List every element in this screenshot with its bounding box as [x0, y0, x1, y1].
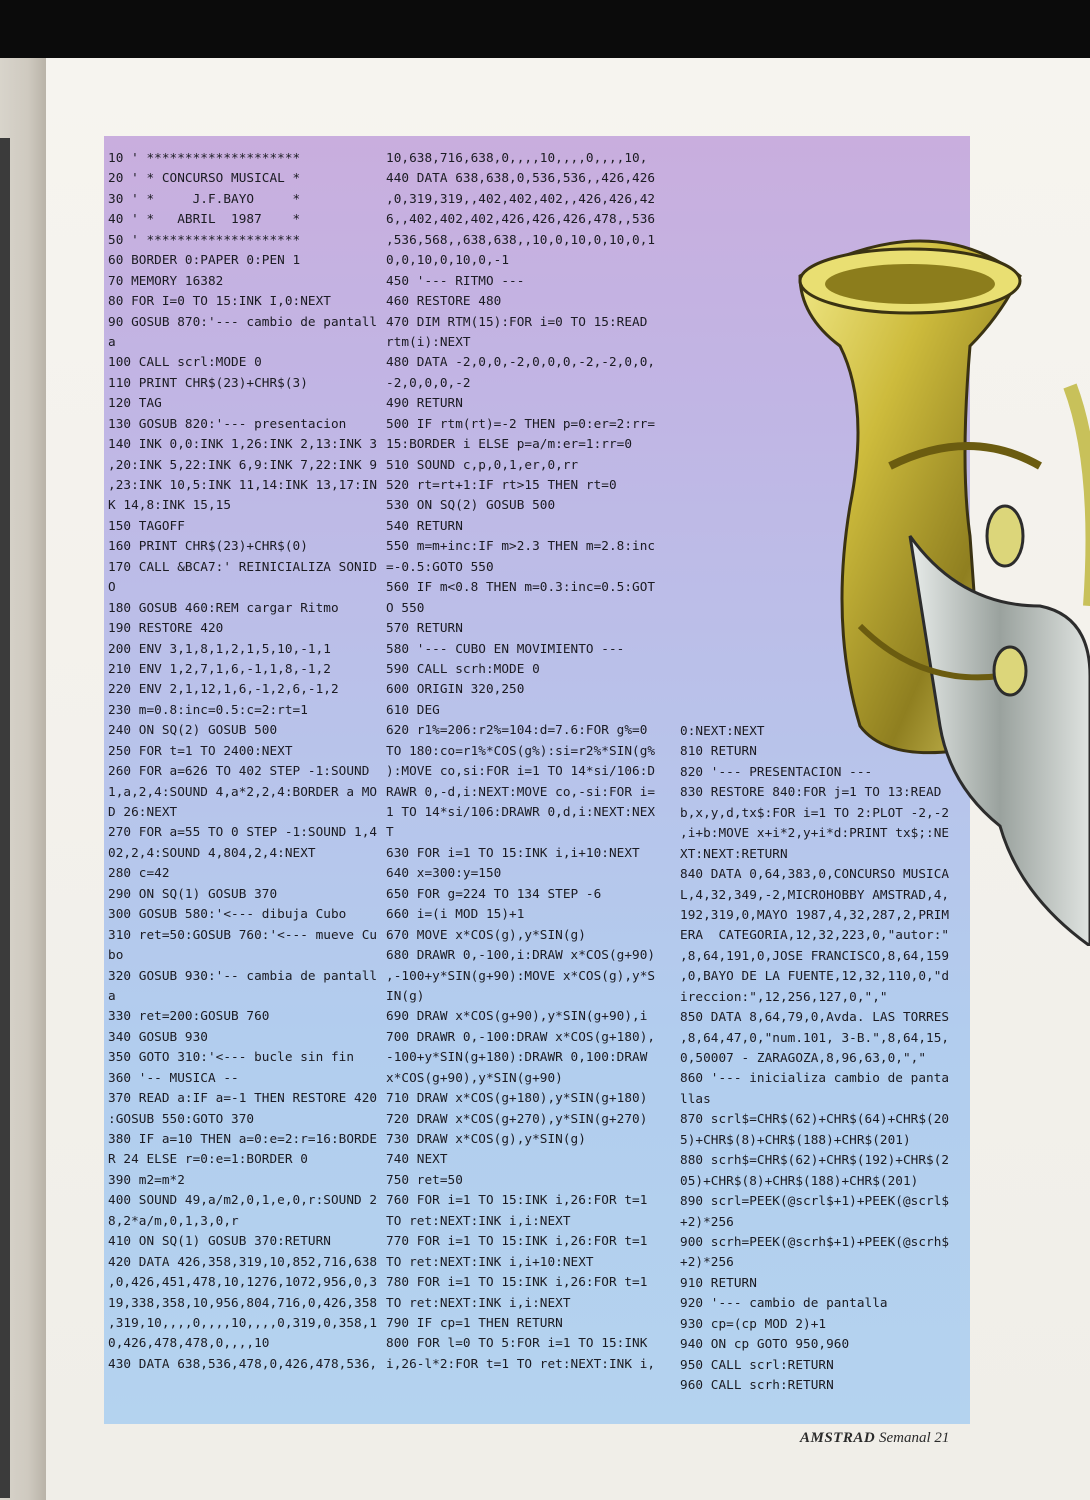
code-line: 190 RESTORE 420 — [108, 620, 224, 636]
code-line: 0,426,478,478,0,,,,10 — [108, 1335, 270, 1351]
code-line: 240 ON SQ(2) GOSUB 500 — [108, 722, 278, 738]
code-line: 150 TAGOFF — [108, 517, 185, 533]
code-line: 890 scrl=PEEK(@scrl$+1)+PEEK(@scrl$ — [680, 1193, 950, 1209]
code-line: 470 DIM RTM(15):FOR i=0 TO 15:READ — [386, 313, 648, 329]
code-line: x*COS(g+90),y*SIN(g+90) — [386, 1069, 563, 1085]
code-line: 140 INK 0,0:INK 1,26:INK 2,13:INK 3 — [108, 436, 378, 452]
code-line: 5)+CHR$(8)+CHR$(188)+CHR$(201) — [680, 1131, 911, 1147]
code-line: 210 ENV 1,2,7,1,6,-1,1,8,-1,2 — [108, 660, 331, 676]
code-line: 610 DEG — [386, 701, 440, 717]
code-line: 20 ' * CONCURSO MUSICAL * — [108, 170, 301, 186]
code-line: 0,50007 - ZARAGOZA,8,96,63,0,"," — [680, 1050, 927, 1065]
code-line: 680 DRAWR 0,-100,i:DRAW x*COS(g+90) — [386, 947, 656, 963]
code-line: 940 ON cp GOTO 950,960 — [680, 1336, 850, 1352]
code-line: 800 FOR l=0 TO 5:FOR i=1 TO 15:INK — [386, 1335, 648, 1351]
code-line: 620 r1%=206:r2%=104:d=7.6:FOR g%=0 — [386, 722, 648, 738]
code-line: 790 IF cp=1 THEN RETURN — [386, 1314, 563, 1330]
tuba-illustration — [770, 206, 1090, 946]
code-line: 570 RETURN — [386, 620, 463, 636]
code-line: 690 DRAW x*COS(g+90),y*SIN(g+90),i — [386, 1008, 648, 1024]
code-line: 410 ON SQ(1) GOSUB 370:RETURN — [108, 1233, 331, 1249]
code-line: 320 GOSUB 930:'-- cambia de pantall — [108, 967, 378, 983]
code-line: 220 ENV 2,1,12,1,6,-1,2,6,-1,2 — [108, 681, 339, 697]
listing-column-2 — [386, 148, 655, 1374]
code-line: i,26-l*2:FOR t=1 TO ret:NEXT:INK i, — [386, 1355, 656, 1371]
code-line: 510 SOUND c,p,0,1,er,0,rr — [386, 456, 579, 472]
code-line: 920 '--- cambio de pantalla — [680, 1295, 888, 1311]
code-line: 700 DRAWR 0,-100:DRAW x*COS(g+180), — [386, 1028, 656, 1044]
code-line: 670 MOVE x*COS(g),y*SIN(g) — [386, 926, 586, 942]
code-line: 170 CALL &BCA7:' REINICIALIZA SONID — [108, 558, 378, 574]
code-line: 192,319,0,MAYO 1987,4,32,287,2,PRIM — [680, 906, 950, 922]
code-line: 480 DATA -2,0,0,-2,0,0,0,-2,-2,0,0, — [386, 354, 656, 370]
code-line: 370 READ a:IF a=-1 THEN RESTORE 420 — [108, 1090, 378, 1106]
code-line: 330 ret=200:GOSUB 760 — [108, 1008, 270, 1024]
code-line: IN(g) — [386, 987, 425, 1003]
code-line: 110 PRINT CHR$(23)+CHR$(3) — [108, 374, 308, 390]
code-line: 930 cp=(cp MOD 2)+1 — [680, 1315, 827, 1331]
code-line: 720 DRAW x*COS(g+270),y*SIN(g+270) — [386, 1110, 648, 1126]
code-line: O 550 — [386, 599, 425, 615]
code-line: 80 FOR I=0 TO 15:INK I,0:NEXT — [108, 293, 331, 309]
code-line: ,23:INK 10,5:INK 11,14:INK 13,17:IN — [108, 477, 378, 492]
code-line: RAWR 0,-d,i:NEXT:MOVE co,-si:FOR i= — [386, 783, 656, 799]
code-line: 50 ' ******************** — [108, 231, 301, 247]
code-line: :GOSUB 550:GOTO 370 — [108, 1110, 255, 1126]
code-line: 1,a,2,4:SOUND 4,a*2,2,4:BORDER a MO — [108, 783, 378, 799]
code-line: bo — [108, 947, 124, 963]
code-line: 640 x=300:y=150 — [386, 865, 502, 881]
code-line: ireccion:",12,256,127,0,"," — [680, 988, 888, 1004]
code-line: O — [108, 579, 116, 595]
code-line: L,4,32,349,-2,MICROHOBBY AMSTRAD,4, — [680, 886, 950, 902]
code-line: 860 '--- inicializa cambio de panta — [680, 1070, 950, 1086]
code-line: 360 '-- MUSICA -- — [108, 1069, 239, 1085]
code-line: 780 FOR i=1 TO 15:INK i,26:FOR t=1 — [386, 1274, 648, 1290]
code-line: ,20:INK 5,22:INK 6,9:INK 7,22:INK 9 — [108, 456, 378, 472]
code-line: 500 IF rtm(rt)=-2 THEN p=0:er=2:rr= — [386, 415, 656, 431]
code-line: TO 180:co=r1%*COS(g%):si=r2%*SIN(g% — [386, 742, 656, 758]
code-line: 600 ORIGIN 320,250 — [386, 681, 525, 697]
code-line: 260 FOR a=626 TO 402 STEP -1:SOUND — [108, 763, 370, 779]
code-line: 760 FOR i=1 TO 15:INK i,26:FOR t=1 — [386, 1192, 648, 1208]
code-line: ,8,64,191,0,JOSE FRANCISCO,8,64,159 — [680, 947, 950, 963]
code-line: 850 DATA 8,64,79,0,Avda. LAS TORRES — [680, 1009, 950, 1025]
code-line: 400 SOUND 49,a/m2,0,1,e,0,r:SOUND 2 — [108, 1192, 378, 1208]
code-line: 710 DRAW x*COS(g+180),y*SIN(g+180) — [386, 1090, 648, 1106]
code-line: =-0.5:GOTO 550 — [386, 558, 494, 574]
code-line: ERA CATEGORIA,12,32,223,0,"autor:" — [680, 927, 950, 943]
code-line: 300 GOSUB 580:'<--- dibuja Cubo — [108, 906, 347, 922]
code-line: 230 m=0.8:inc=0.5:c=2:rt=1 — [108, 701, 308, 717]
code-line: 550 m=m+inc:IF m>2.3 THEN m=2.8:inc — [386, 538, 656, 554]
code-line: ,0,BAYO DE LA FUENTE,12,32,110,0,"d — [680, 968, 950, 984]
code-line: 770 FOR i=1 TO 15:INK i,26:FOR t=1 — [386, 1233, 648, 1249]
code-line: K 14,8:INK 15,15 — [108, 497, 232, 513]
code-line: ,0,426,451,478,10,1276,1072,956,0,3 — [108, 1274, 378, 1290]
code-line: TO ret:NEXT:INK i,i+10:NEXT — [386, 1253, 594, 1269]
code-line: 910 RETURN — [680, 1274, 757, 1290]
page-footer — [800, 1430, 949, 1447]
code-line: 340 GOSUB 930 — [108, 1028, 208, 1044]
facing-page-edge — [0, 58, 46, 1500]
code-line: 280 c=42 — [108, 865, 170, 881]
code-line: 60 BORDER 0:PAPER 0:PEN 1 — [108, 252, 301, 268]
code-line: 290 ON SQ(1) GOSUB 370 — [108, 885, 278, 901]
code-line: 530 ON SQ(2) GOSUB 500 — [386, 497, 556, 513]
code-line: 740 NEXT — [386, 1151, 448, 1167]
code-line: 19,338,358,10,956,804,716,0,426,358 — [108, 1294, 378, 1310]
code-line: D 26:NEXT — [108, 804, 178, 819]
code-line: 380 IF a=10 THEN a=0:e=2:r=16:BORDE — [108, 1131, 378, 1146]
code-line: ,8,64,47,0,"num.101, 3-B.",8,64,15, — [680, 1029, 950, 1045]
code-line: 270 FOR a=55 TO 0 STEP -1:SOUND 1,4 — [108, 824, 378, 840]
code-line: 1 TO 14*si/106:DRAWR 0,d,i:NEXT:NEX — [386, 804, 656, 819]
code-line: 70 MEMORY 16382 — [108, 272, 224, 288]
code-line: 0,0,10,0,10,0,-1 — [386, 252, 510, 268]
code-line: a — [108, 987, 116, 1003]
code-line: 440 DATA 638,638,0,536,536,,426,426 — [386, 170, 656, 186]
listing-column-1 — [108, 148, 377, 1374]
code-line: 560 IF m<0.8 THEN m=0.3:inc=0.5:GOT — [386, 579, 656, 595]
code-line: 02,2,4:SOUND 4,804,2,4:NEXT — [108, 844, 316, 860]
code-line: +2)*256 — [680, 1213, 734, 1229]
code-line: 580 '--- CUBO EN MOVIMIENTO --- — [386, 640, 625, 656]
code-line: TO ret:NEXT:INK i,i:NEXT — [386, 1294, 571, 1310]
code-line: 130 GOSUB 820:'--- presentacion — [108, 415, 347, 431]
code-line: 960 CALL scrh:RETURN — [680, 1377, 834, 1392]
code-line: 10,638,716,638,0,,,,10,,,,0,,,,10, — [386, 150, 648, 165]
code-line: 8,2*a/m,0,1,3,0,r — [108, 1212, 239, 1228]
code-line: 730 DRAW x*COS(g),y*SIN(g) — [386, 1131, 586, 1146]
code-line: 420 DATA 426,358,319,10,852,716,638 — [108, 1253, 378, 1269]
code-line: TO ret:NEXT:INK i,i:NEXT — [386, 1212, 571, 1228]
code-line: -2,0,0,0,-2 — [386, 374, 471, 390]
code-line: 310 ret=50:GOSUB 760:'<--- mueve Cu — [108, 926, 378, 942]
code-line: 90 GOSUB 870:'--- cambio de pantall — [108, 313, 378, 329]
code-line: 250 FOR t=1 TO 2400:NEXT — [108, 742, 293, 758]
code-line: 120 TAG — [108, 395, 162, 411]
code-line: 390 m2=m*2 — [108, 1171, 185, 1187]
code-line: XT:NEXT:RETURN — [680, 845, 788, 861]
code-line: ,i+b:MOVE x+i*2,y+i*d:PRINT tx$;:NE — [680, 825, 950, 841]
code-line: ,-100+y*SIN(g+90):MOVE x*COS(g),y*S — [386, 967, 656, 983]
code-line: T — [386, 824, 394, 840]
code-line: 520 rt=rt+1:IF rt>15 THEN rt=0 — [386, 477, 617, 492]
code-line: 540 RETURN — [386, 517, 463, 533]
code-line: 950 CALL scrl:RETURN — [680, 1356, 834, 1372]
code-line: 200 ENV 3,1,8,1,2,1,5,10,-1,1 — [108, 640, 331, 656]
code-line: ,319,10,,,,0,,,,10,,,,0,319,0,358,1 — [108, 1314, 378, 1330]
code-line: 810 RETURN — [680, 743, 757, 759]
code-line: 650 FOR g=224 TO 134 STEP -6 — [386, 885, 602, 901]
code-line: ,0,319,319,,402,402,402,,426,426,42 — [386, 190, 656, 206]
footer-subtitle: Semanal — [878, 1430, 931, 1446]
code-line: 840 DATA 0,64,383,0,CONCURSO MUSICA — [680, 866, 950, 882]
code-line: 40 ' * ABRIL 1987 * — [108, 211, 301, 227]
code-line: 05)+CHR$(8)+CHR$(188)+CHR$(201) — [680, 1172, 919, 1188]
scan-top-border — [0, 0, 1090, 58]
code-line: 6,,402,402,402,426,426,426,478,,536 — [386, 211, 656, 227]
code-line: -100+y*SIN(g+180):DRAWR 0,100:DRAW — [386, 1049, 648, 1065]
code-line: 450 '--- RITMO --- — [386, 272, 525, 288]
footer-brand: AMSTRAD — [800, 1430, 876, 1446]
code-line: 490 RETURN — [386, 395, 463, 411]
code-line: 870 scrl$=CHR$(62)+CHR$(64)+CHR$(20 — [680, 1111, 950, 1127]
code-line: 430 DATA 638,536,478,0,426,478,536, — [108, 1355, 378, 1371]
code-line: 880 scrh$=CHR$(62)+CHR$(192)+CHR$(2 — [680, 1152, 950, 1168]
code-line: ,536,568,,638,638,,10,0,10,0,10,0,1 — [386, 231, 656, 247]
code-line: 180 GOSUB 460:REM cargar Ritmo — [108, 599, 339, 615]
code-line: 750 ret=50 — [386, 1171, 463, 1187]
code-line: llas — [680, 1090, 711, 1106]
code-line: 350 GOTO 310:'<--- bucle sin fin — [108, 1049, 355, 1065]
code-line: 0:NEXT:NEXT — [680, 723, 765, 738]
code-line: R 24 ELSE r=0:e=1:BORDER 0 — [108, 1151, 308, 1167]
code-line: 10 ' ******************** — [108, 150, 301, 165]
code-line: rtm(i):NEXT — [386, 333, 471, 349]
code-line: 630 FOR i=1 TO 15:INK i,i+10:NEXT — [386, 844, 640, 860]
code-line: ):MOVE co,si:FOR i=1 TO 14*si/106:D — [386, 763, 656, 779]
code-line: 160 PRINT CHR$(23)+CHR$(0) — [108, 538, 308, 554]
code-line: b,x,y,d,tx$:FOR i=1 TO 2:PLOT -2,-2 — [680, 804, 950, 820]
code-line: 100 CALL scrl:MODE 0 — [108, 354, 262, 370]
code-line: 660 i=(i MOD 15)+1 — [386, 906, 525, 922]
code-line: 15:BORDER i ELSE p=a/m:er=1:rr=0 — [386, 436, 633, 452]
page-number: 21 — [934, 1430, 950, 1446]
code-line: +2)*256 — [680, 1254, 734, 1270]
code-line: 30 ' * J.F.BAYO * — [108, 190, 301, 206]
code-line: 590 CALL scrh:MODE 0 — [386, 660, 540, 676]
code-line: 820 '--- PRESENTACION --- — [680, 763, 873, 779]
code-line: 830 RESTORE 840:FOR j=1 TO 13:READ — [680, 784, 942, 800]
code-line: 460 RESTORE 480 — [386, 293, 502, 309]
code-line: a — [108, 333, 116, 349]
code-line: 900 scrh=PEEK(@scrh$+1)+PEEK(@scrh$ — [680, 1233, 950, 1249]
